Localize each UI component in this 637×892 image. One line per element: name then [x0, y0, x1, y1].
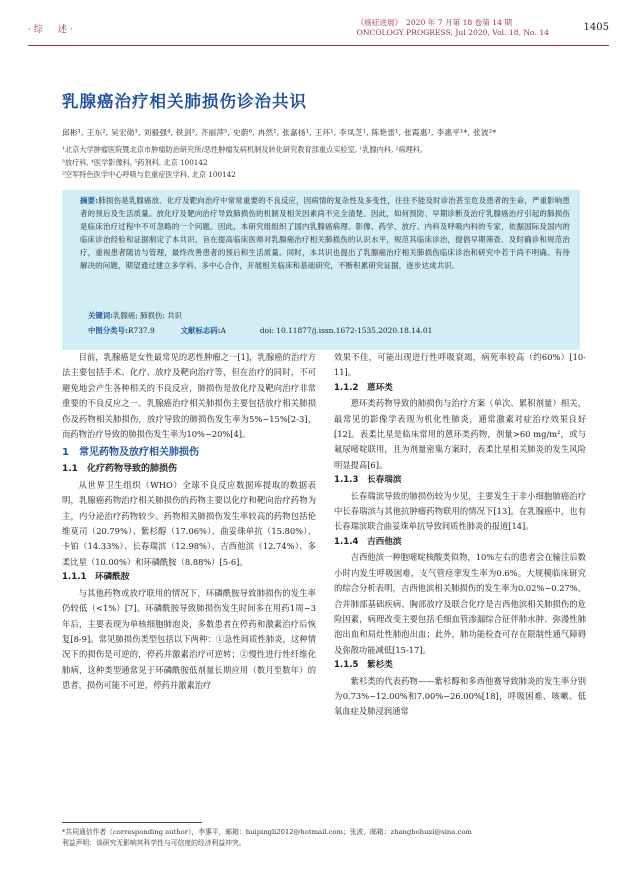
subsubsection-heading: 1.1.1 环磷酰胺 [62, 572, 130, 583]
subsubsection-heading: 1.1.2 蒽环类 [334, 382, 393, 393]
header-divider [28, 45, 609, 46]
affiliations [62, 144, 609, 182]
section-label: ·综 述· [28, 25, 76, 35]
paragraph: 效果不佳，可能出现进行性呼吸衰竭，病死率较高（约60%）[10-11]。 [334, 352, 586, 378]
keywords-label: 关键词: [88, 311, 114, 320]
classification-line [88, 325, 432, 336]
subsection-heading: 1.1 化疗药物导致的肺损伤 [62, 464, 177, 475]
paragraph: 与其他药物或放疗联用的情况下，环磷酰胺导致肺损伤的发生率仍较低（<1%）[7]。环磷酰胺导致肺损伤发生时间多在用药1周~3年后，主要表现为单核细胞肺泡炎，多数患者在停药和激素治疗后恢复[8-9]。常见肺损伤类型包括以下两种：①急性间质性肺炎，这种情况下的损伤是可逆的，停药并激素治疗可逆转；②慢性进行性纤维化肺病，这种类型通常见于环磷酰胺低剂量长期应用（数月至数年）的患者，损伤可能不可逆，停药并激素治疗 [62, 587, 316, 691]
conflict-statement: 利益声明：该研究无影响其科学性与可信度的经济利益冲突。 [62, 839, 246, 847]
abstract-box [62, 190, 580, 350]
right-column [334, 350, 586, 720]
corresponding-author-note: *共同通信作者（corresponding author），李惠平，邮箱：huipingli2012@hotmail.com；张波，邮箱：zhangbohuxi@sina.com [62, 828, 472, 836]
page-number: 1405 [583, 22, 609, 33]
subsubsection-heading: 1.1.5 紫杉类 [334, 660, 393, 671]
abstract-text: 肺损伤是乳腺癌放、化疗及靶向治疗中常常重要的不良反应，因病情的复杂性及多变性，往往不能及时诊治甚至危及患者的生命，严重影响患者的预后及生活质量。放化疗及靶向治疗导致肺损伤的机制及相关因素尚不完全清楚。因此，如何预防、早期诊断及治疗乳腺癌治疗引起的肺损伤是临床治疗过程中不可忽略的一个问题。因此，本研究组组织了国内乳腺癌病理、影像、药学、放疗、内科及呼吸内科的专家，依据国际及国内的临床诊治经验和证据制定了本共识，旨在提高临床医师对乳腺癌治疗相关肺损伤的认识水平，规范其临床诊治，提倡早期筛查、及时确诊和规范治疗，重视患者随访与管理，最终改善患者的预后和生活质量。同时，本共识也提出了乳腺癌治疗相关肺损伤临床诊治和研究中若干尚不明确、有待解决的问题，期望通过建立多学科、多中心合作，开展相关临床和基础研究，不断积累研究证据，逐步达成共识。 [80, 196, 570, 270]
journal-citation [357, 18, 549, 38]
paragraph: 长春瑞滨导致的肺损伤较为少见，主要发生于非小细胞肺癌治疗中长春瑞滨与其他抗肿瘤药物联用的情况下[13]。在乳腺癌中，也有长春瑞滨联合曲妥珠单抗导致间质性肺炎的报道[14]。 [334, 490, 586, 532]
affiliation-line: ¹北京大学肿瘤医院暨北京市肿瘤防治研究所/恶性肿瘤发病机制及转化研究教育部重点实验室, ¹乳腺内科, ²病理科, [62, 145, 423, 154]
paragraph: 从世界卫生组织（WHO）全球不良反应数据库提取的数据表明，乳腺癌药物治疗相关肺损伤的药物主要以化疗和靶向治疗药物为主，内分泌治疗药物较少。药物相关肺损伤发生率较高的药物包括伦维莫司（20.79%）、紫杉醇（17.06%）、曲妥珠单抗（15.80%）、卡铂（14.33%）、长春瑞滨（12.98%）、吉西他滨（12.74%）、多柔比星（10.00%）和环磷酰胺（8.88%）[5-6]。 [62, 479, 316, 567]
subsubsection-heading: 1.1.3 长春瑞滨 [334, 475, 402, 486]
affiliation-line: ³放疗科, ⁴医学影像科, ⁵药剂科, 北京 100142 [62, 157, 208, 167]
article-title: 乳腺癌治疗相关肺损伤诊治共识 [62, 92, 307, 111]
journal-line-en: ONCOLOGY PROGRESS, Jul 2020, Vol. 18, No. 14 [356, 28, 549, 37]
affiliation-line: ²空军特色医学中心呼吸与危重症医学科, 北京 100142 [62, 170, 236, 180]
intro-paragraph: 目前，乳腺癌是女性最常见的恶性肿瘤之一[1]，乳腺癌的治疗方法主要包括手术、化疗、放疗及靶向治疗等，但在治疗的同时，不可避免地会产生各种相关的不良反应，肺损伤是放化疗及靶向治疗非常重要的不良反应之一。乳腺癌治疗相关肺损伤主要包括放疗相关肺损伤及药物相关肺损伤，放疗导致的肺损伤发生率为5%~15%[2-3]，而药物治疗导致的肺损伤发生率为10%~20%[4]。 [62, 352, 316, 440]
clc-label: 中图分类号: [88, 326, 128, 335]
abstract-body [80, 194, 570, 272]
paragraph: 吉西他滨一种胞嘧啶核酸类似物，10%左右的患者会在输注后数小时内发生呼吸困难，支气管痉挛发生率为0.6%。大规模临床研究的综合分析表明，吉西他滨相关肺损伤的发生率为0.02%~0.27%。合并肺部基础疾病、胸部放疗及联合化疗是吉西他滨相关肺损伤的危险因素，病理改变主要包括毛细血管渗漏综合征伴肺水肿、弥漫性肺泡出血和局灶性肺泡出血；此外，肺功能检查可存在限制性通气障碍及弥散功能减低[15-17]。 [334, 552, 586, 655]
keywords-text: 乳腺癌; 肺损伤; 共识 [113, 311, 182, 320]
journal-line-cn: 《癌症进展》 2020 年 7 月第 18 卷第 14 期 [356, 18, 512, 27]
doc-code-label: 文献标志码: [180, 326, 221, 335]
footnote [62, 827, 609, 849]
author-list: 邱彬¹, 王东², 吴宏勋³, 刘毅强⁴, 铁剑⁵, 齐丽萍⁵, 史蔚⁶, 冉然¹, 张嘉扬¹, 王环¹, 李凤芝¹, 陈艳雷¹, 张霞惠¹, 李惠平¹*, 张波²* [62, 128, 497, 137]
paragraph: 蒽环类药物导致的肺损伤与治疗方案（单次、累积剂量）相关，最常见的影像学表现为机化性肺炎，通常激素对症治疗效果良好[12]。表柔比星是临床常用的蒽环类药物，剂量>60 mg/m²，或与氟尿嘧啶联用，且为剂量密集方案时，表柔比星相关肺炎的发生风险明显提高[6]。 [334, 398, 586, 470]
subsubsection-heading: 1.1.4 吉西他滨 [334, 536, 402, 547]
abstract-label: 摘要: [80, 196, 99, 205]
keywords [88, 310, 182, 321]
section-heading: 1 常见药物及放疗相关肺损伤 [62, 447, 199, 459]
footnote-divider [62, 822, 202, 823]
page-header [28, 18, 609, 42]
doc-code-value: A [220, 326, 226, 335]
doi: doi: 10.11877/j.issn.1672-1535.2020.18.14.01 [259, 326, 433, 335]
paragraph: 紫杉类的代表药物——紫杉醇和多西他赛导致肺炎的发生率分别为0.73%~12.00%和7.00%~26.00%[18]，呼吸困难、咳嗽、低氧血症及肺浸润通常 [334, 675, 586, 717]
left-column [62, 350, 316, 694]
clc-value: R737.9 [127, 326, 155, 335]
